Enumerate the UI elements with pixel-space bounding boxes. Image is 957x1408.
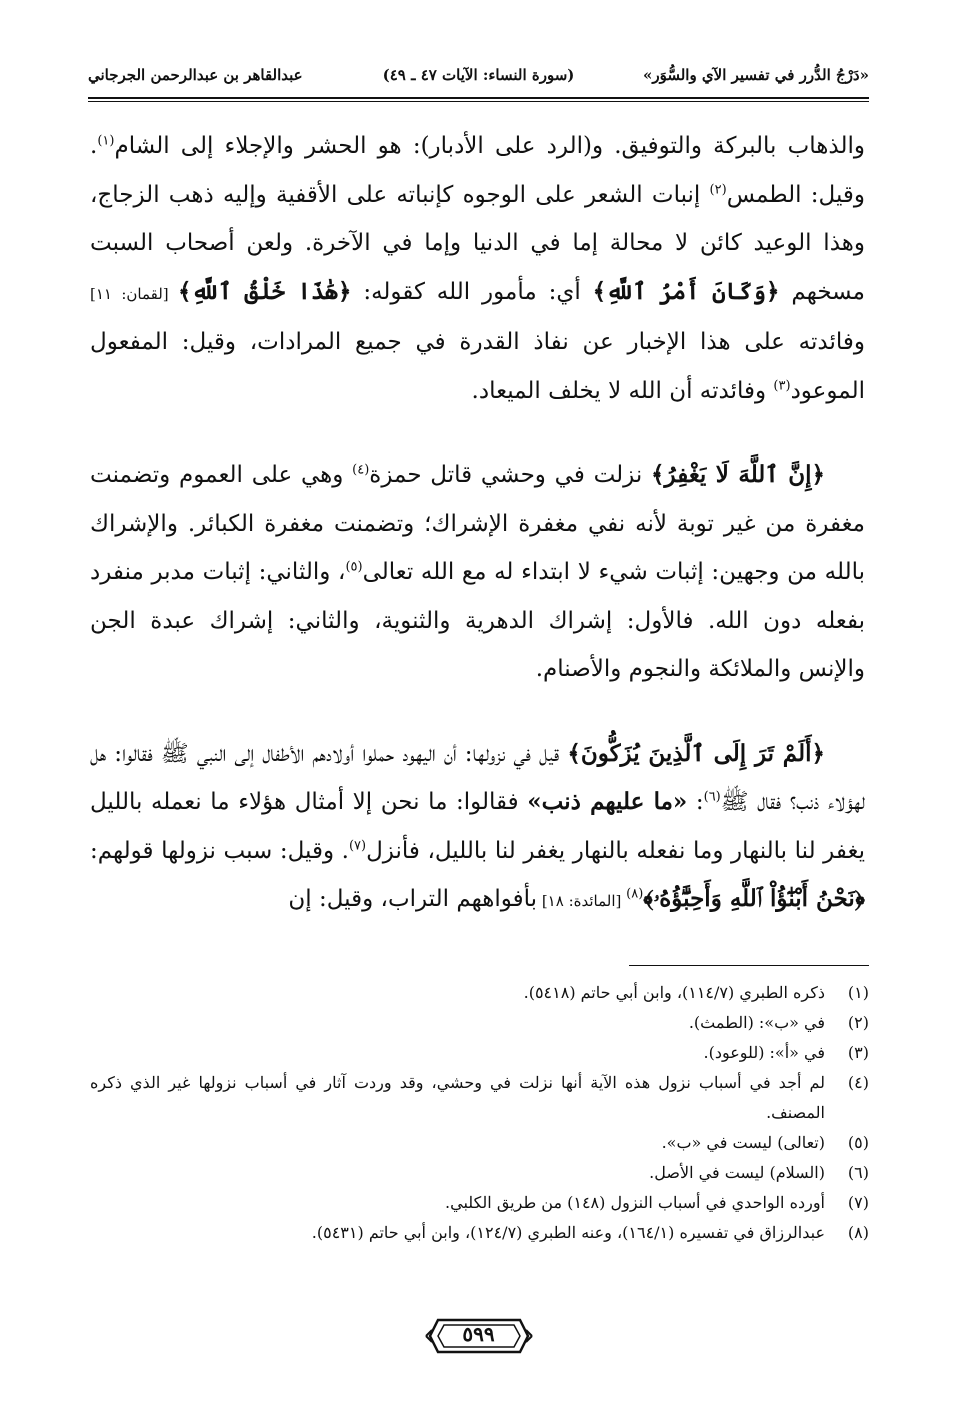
quran-quote: ﴿نَحْنُ أَبْنَٰٓؤُاْ ٱللَّهِ وَأَحِبَّٰٓؤُهُۥ﴾ [643, 885, 865, 912]
header-rule [88, 97, 869, 99]
footnote-number: (١) [847, 983, 869, 1002]
section-title: (سورة النساء: الآيات ٤٧ ـ ٤٩) [382, 66, 575, 84]
footnote-ref: (٤) [352, 462, 370, 478]
footnote-text: ذكره الطبري (١١٤/٧)، وابن أبي حاتم (٥٤١٨). [523, 983, 825, 1002]
footnote-number: (٥) [847, 1133, 869, 1152]
main-text [90, 122, 865, 926]
footnote [90, 1188, 869, 1218]
quran-quote: ﴿أَلَمْ تَرَ إِلَى ٱلَّذِينَ يُزَكُّونَ﴾ [567, 739, 825, 767]
footnote-number: (٢) [847, 1013, 869, 1032]
footnote [90, 1218, 869, 1248]
page-number: ٥٩٩ [462, 1322, 495, 1346]
footnote-number: (٦) [847, 1163, 869, 1182]
quran-quote: ﴿هَٰذَا خَلْقُ ٱللَّهِ﴾ [178, 277, 352, 305]
footnote-text: لم أجد في أسباب نزول هذه الآية أنها نزلت في وحشي، وقد وردت آثار في أسباب نزولها غير الذي ذكره المصنف. [90, 1073, 826, 1122]
running-header [88, 62, 869, 92]
footnote-ref: (٣) [773, 377, 791, 393]
hadith-quote: «ما عليهم ذنب» [527, 788, 688, 815]
footnote-ref: (٥) [345, 559, 363, 575]
footnote [90, 1008, 869, 1038]
footnote-text: أورده الواحدي في أسباب النزول (١٤٨) من طريق الكلبي. [445, 1193, 825, 1212]
footnote-ref: (٧) [348, 837, 367, 853]
footnote-ref: (٦) [703, 789, 721, 805]
footnote-text: عبدالرزاق في تفسيره (١٦٤/١)، وعنه الطبري (١٢٤/٧)، وابن أبي حاتم (٥٤٣١). [311, 1223, 825, 1242]
paragraph: ﴿إِنَّ ٱللَّهَ لَا يَغْفِرُ﴾ نزلت في وحشي قاتل حمزة$^{(٤)}$ وهي على العموم وتضمنت مغفرة من غير توبة لأنه نفي مغفرة الإشراك؛ وتضمنت مغفرة الكبائر. والإشراك بالله من وجهين: إثبات شيء لا ابتداء له مع الله تعالى$^{(٥)}$، والثاني: إثبات مدبر منفرد بفعله دون الله. فالأول: إشراك الدهرية والثنوية، والثاني: إشراك عبدة الجن والإنس والملائكة والنجوم والأصنام. [90, 461, 865, 682]
footnotes [90, 978, 869, 1248]
verse-reference: [المائدة: ١٨] [537, 892, 627, 910]
page-number-ornament [424, 1312, 534, 1360]
quran-quote: ﴿وَكَانَ أَمْرُ ٱللَّهِ﴾ [592, 277, 780, 305]
footnote-ref: (٨) [626, 886, 644, 902]
footnote-text: في «أ»: (للوعود). [703, 1043, 825, 1062]
quran-quote: ﴿إِنَّ ٱللَّهَ لَا يَغْفِرُ﴾ [651, 461, 825, 488]
footnote-number: (٣) [847, 1043, 869, 1062]
footnote [90, 978, 869, 1008]
footnote-number: (٨) [847, 1223, 869, 1242]
footnote-text: في «ب»: (الطمث). [688, 1013, 825, 1032]
footnote [90, 1128, 869, 1158]
footnote-number: (٧) [847, 1193, 869, 1212]
footnote-text: (تعالى) ليست في «ب». [661, 1133, 825, 1152]
footnote-separator [629, 965, 869, 966]
header-rule-thin [88, 101, 869, 102]
footnote-ref: (٢) [709, 181, 727, 197]
footnote [90, 1158, 869, 1188]
verse-reference: [لقمان: ١١] [90, 284, 179, 303]
footnote [90, 1068, 869, 1128]
paragraph: والذهاب بالبركة والتوفيق. و(الرد على الأدبار): هو الحشر والإجلاء إلى الشام$^{(١)}$. وقيل: الطمس$^{(٢)}$ إنبات الشعر على الوجوه كإنباته على الأقفية وإليه ذهب الزجاج، وهذا الوعيد كائن لا محالة إما في الدنيا وإما في الآخرة. ولعن أصحاب السبت مسخهم ﴿وَكَانَ أَمْرُ ٱللَّهِ﴾ أي: مأمور الله كقوله: ﴿هَٰذَا خَلْقُ ٱللَّهِ﴾ [لقمان: ١١] وفائدته على هذا الإخبار عن نفاذ القدرة في جميع المرادات، وقيل: المفعول الموعود$^{(٣)}$ وفائدته أن الله لا يخلف الميعاد. [90, 133, 866, 404]
footnote-number: (٤) [847, 1073, 869, 1092]
author-name: عبدالقاهر بن عبدالرحمن الجرجاني [88, 66, 303, 84]
footnote [90, 1038, 869, 1068]
book-title: «دَرْجُ الدُّرر في تفسير الآي والسُّوَر» [642, 66, 869, 84]
paragraph: ﴿أَلَمْ تَرَ إِلَى ٱلَّذِينَ يُزَكُّونَ﴾ قيل في نزولها: أن اليهود حملوا أولادهم الأطفال إلى النبي ﷺ فقالوا: هل لهؤلاء ذنب؟ فقال ﷺ$^{(٦)}$: «ما عليهم ذنب» فقالوا: ما نحن إلا أمثال هؤلاء ما نعمله بالليل يغفر لنا بالنهار وما نفعله بالنهار يغفر لنا بالليل، فأنزل$^{(٧)}$. وقيل: سبب نزولها قولهم: ﴿نَحْنُ أَبْنَٰٓؤُاْ ٱللَّهِ وَأَحِبَّٰٓؤُهُۥ﴾$^{(٨)}$ [المائدة: ١٨] بأفواههم التراب، وقيل: إن [90, 739, 865, 912]
footnote-text: (السلام) ليست في الأصل. [649, 1163, 825, 1182]
footnote-ref: (١) [97, 133, 115, 149]
